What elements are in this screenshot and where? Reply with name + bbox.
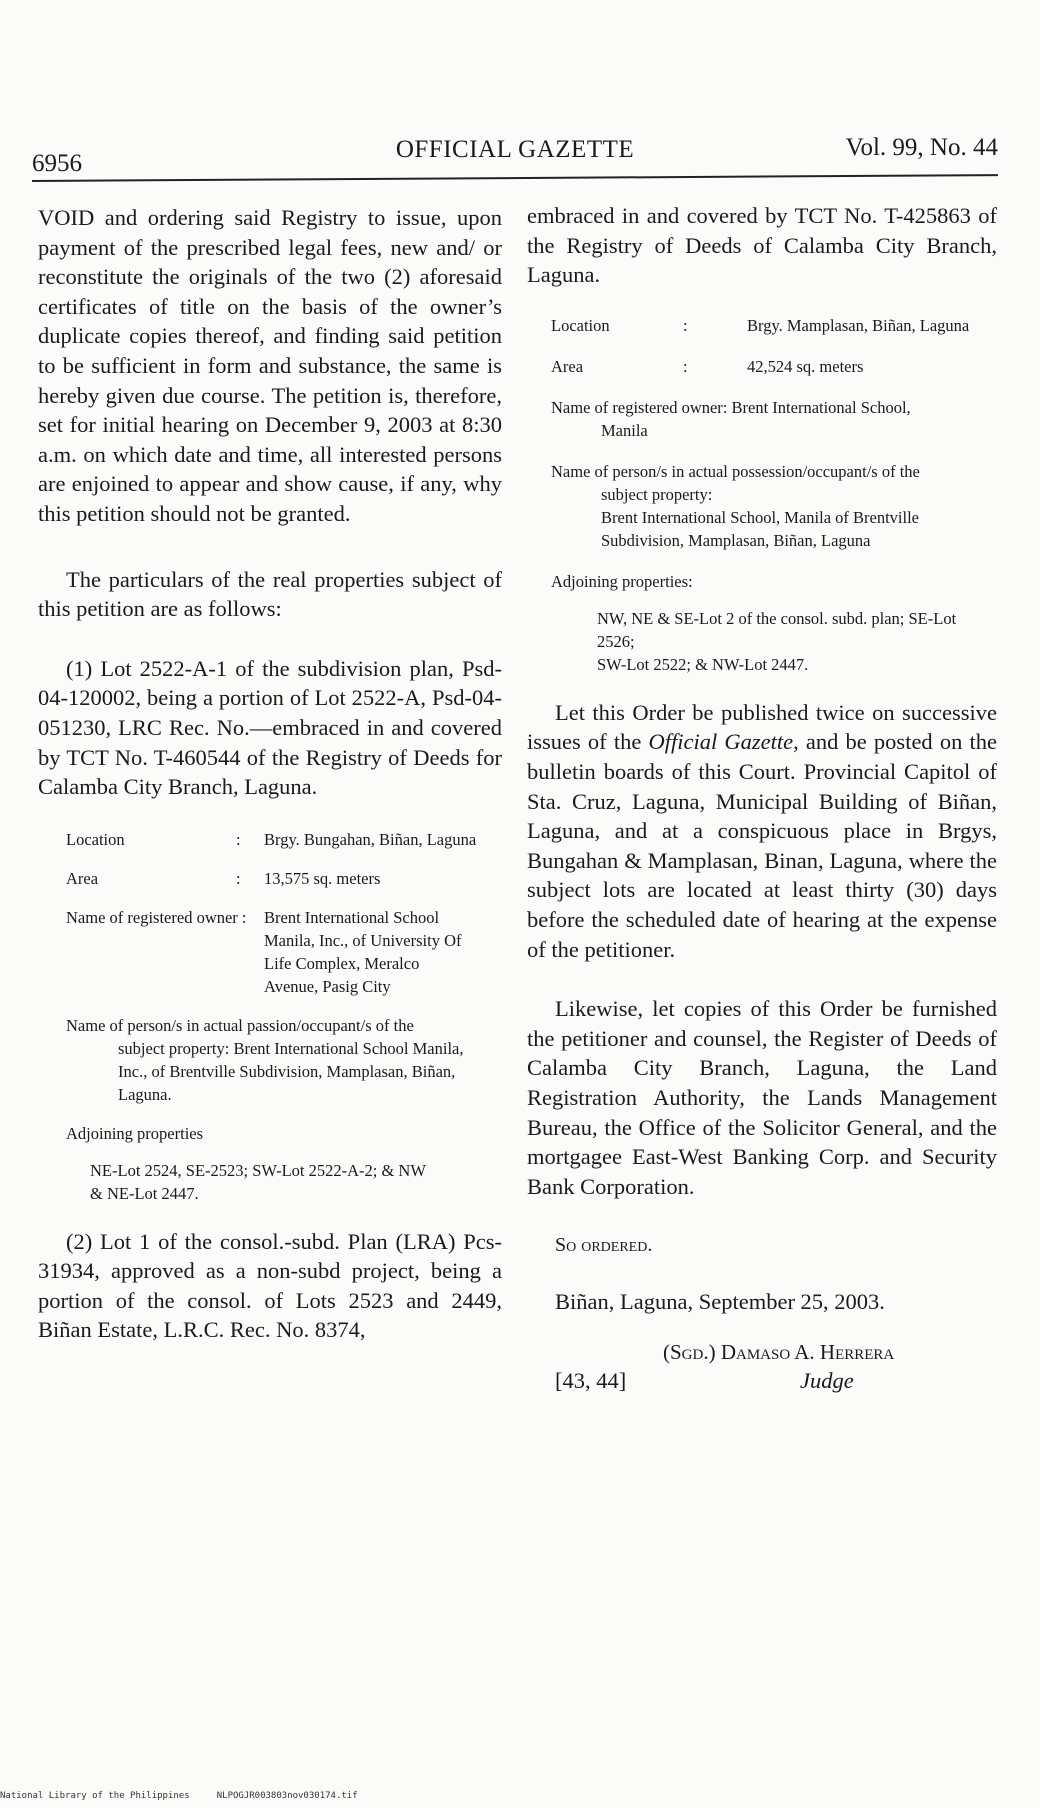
left-column: [38, 203, 502, 1345]
paragraph-lot-1: (1) Lot 2522-A-1 of the subdivision plan, Psd-04-120002, being a portion of Lot 2522-A, Psd-04-051230, LRC Rec. No.—embraced in and covered by TCT No. T-460544 of the Registry of Deeds for Calamba City Branch, Laguna.: [38, 655, 502, 800]
area-row: [66, 867, 502, 890]
possession-value-heading: subject property:: [601, 484, 713, 504]
property-2-details: [527, 314, 997, 676]
scan-footer: National Library of the Philippines NLPOGJR003803nov030174.tif: [0, 1791, 358, 1801]
possession-label: Name of person/s in actual passion/occupant/s of the: [66, 1015, 414, 1035]
adjoining-value-2: SW-Lot 2522; & NW-Lot 2447.: [597, 654, 809, 674]
publication-title: OFFICIAL GAZETTE: [395, 136, 635, 163]
paragraph-void-order: VOID and ordering said Registry to issue, upon payment of the prescribed legal fees, new and/ or reconstitute the originals of the two (2) aforesaid certificates of title on the basis of the owner’s duplicate copies thereof, and finding said petition to be sufficient in form and substance, the same is hereby given due course. The petition is, therefore, set for initial hearing on December 9, 2003 at 8:30 a.m. on which date and time, all interested persons are enjoined to appear and show cause, if any, why this petition should not be granted.: [38, 205, 502, 526]
area-label: Area: [66, 868, 99, 888]
owner-block: [551, 396, 997, 442]
adjoining-label: Adjoining properties: [66, 1123, 204, 1143]
possession-value: Brent International School, Manila of Brentville Subdivision, Mamplasan, Biñan, Laguna: [601, 507, 920, 550]
gazette-italic: Official Gazette: [648, 729, 794, 755]
paragraph-tct-embraced: embraced in and covered by TCT No. T-425863 of the Registry of Deeds of Calamba City Branch, Laguna.: [527, 203, 997, 288]
place-date: Biñan, Laguna, September 25, 2003.: [555, 1288, 885, 1314]
separator: :: [683, 356, 688, 376]
issue-reference: [43, 44]: [555, 1368, 627, 1394]
paragraph-lot-2: (2) Lot 1 of the consol.-subd. Plan (LRA) Pcs-31934, approved as a non-subd project, being a portion of the consol. of Lots 2523 and 2449, Biñan Estate, L.R.C. Rec. No. 8374,: [38, 1228, 502, 1343]
owner-label: Name of registered owner :: [66, 907, 247, 927]
possession-value: subject property: Brent International School Manila, Inc., of Brentville Subdivision, Mamplasan, Biñan, Laguna.: [118, 1038, 464, 1104]
possession-label: Name of person/s in actual possession/occupant/s of the: [551, 461, 920, 481]
owner-value: Manila: [601, 420, 648, 440]
owner-label: Name of registered owner: Brent International School,: [551, 397, 911, 417]
page-number: 6956: [32, 150, 82, 177]
possession-block: [66, 1014, 502, 1106]
location-value: Brgy. Mamplasan, Biñan, Laguna: [747, 315, 970, 335]
area-value: 42,524 sq. meters: [747, 356, 864, 376]
right-column: [527, 201, 997, 1398]
area-value: 13,575 sq. meters: [264, 868, 381, 888]
possession-block: [551, 460, 997, 552]
separator: :: [236, 829, 241, 849]
location-label: Location: [551, 315, 610, 335]
location-label: Location: [66, 829, 125, 849]
separator: :: [236, 868, 241, 888]
paragraph-copies-furnished: Likewise, let copies of this Order be furnished the petitioner and counsel, the Register of Deeds of Calamba City Branch, Laguna, the Land Registration Authority, the Lands Management Bureau, the Office of the Solicitor General, and the mortgagee East-West Banking Corp. and Security Bank Corporation.: [527, 996, 997, 1199]
adjoining-label: Adjoining properties:: [551, 571, 693, 591]
location-value: Brgy. Bungahan, Biñan, Laguna: [264, 829, 477, 849]
adjoining-value: NW, NE & SE-Lot 2 of the consol. subd. plan; SE-Lot 2526;: [597, 608, 957, 651]
text: Let this Order be published twice on successive issues of the: [527, 699, 997, 755]
paragraph-particulars: The particulars of the real properties subject of this petition are as follows:: [38, 566, 502, 622]
volume-issue: Vol. 99, No. 44: [845, 134, 998, 161]
area-label: Area: [551, 356, 584, 376]
header-rule: [32, 174, 998, 182]
signature-block: [527, 1338, 997, 1398]
location-row: [551, 314, 997, 337]
separator: :: [683, 315, 688, 335]
adjoining-value: NE-Lot 2524, SE-2523; SW-Lot 2522-A-2; & NW & NE-Lot 2447.: [90, 1160, 426, 1203]
text: , and be posted on the bulletin boards of this Court. Provincial Capitol of Sta. Cruz, Laguna, Municipal Building of Biñan, Laguna, and at a conspicuous place in Brgys, Bungahan & Mamplasan, Binan, Laguna, where the subject lots are located at least thirty (30) days before the scheduled date of hearing at the expense of the petitioner.: [527, 729, 997, 962]
paragraph-publication-order: [527, 698, 997, 964]
page-header: [32, 128, 998, 177]
owner-value: Brent International School Manila, Inc., of University Of Life Complex, Meralco Avenue, Pasig City: [264, 907, 462, 996]
owner-row: [66, 906, 502, 998]
so-ordered: So ordered.: [555, 1234, 653, 1257]
judge-signature: (Sgd.) Damaso A. Herrera: [663, 1340, 895, 1365]
area-row: [551, 355, 997, 378]
location-row: [66, 828, 502, 851]
judge-title: Judge: [800, 1368, 854, 1394]
property-1-details: [38, 828, 502, 1205]
